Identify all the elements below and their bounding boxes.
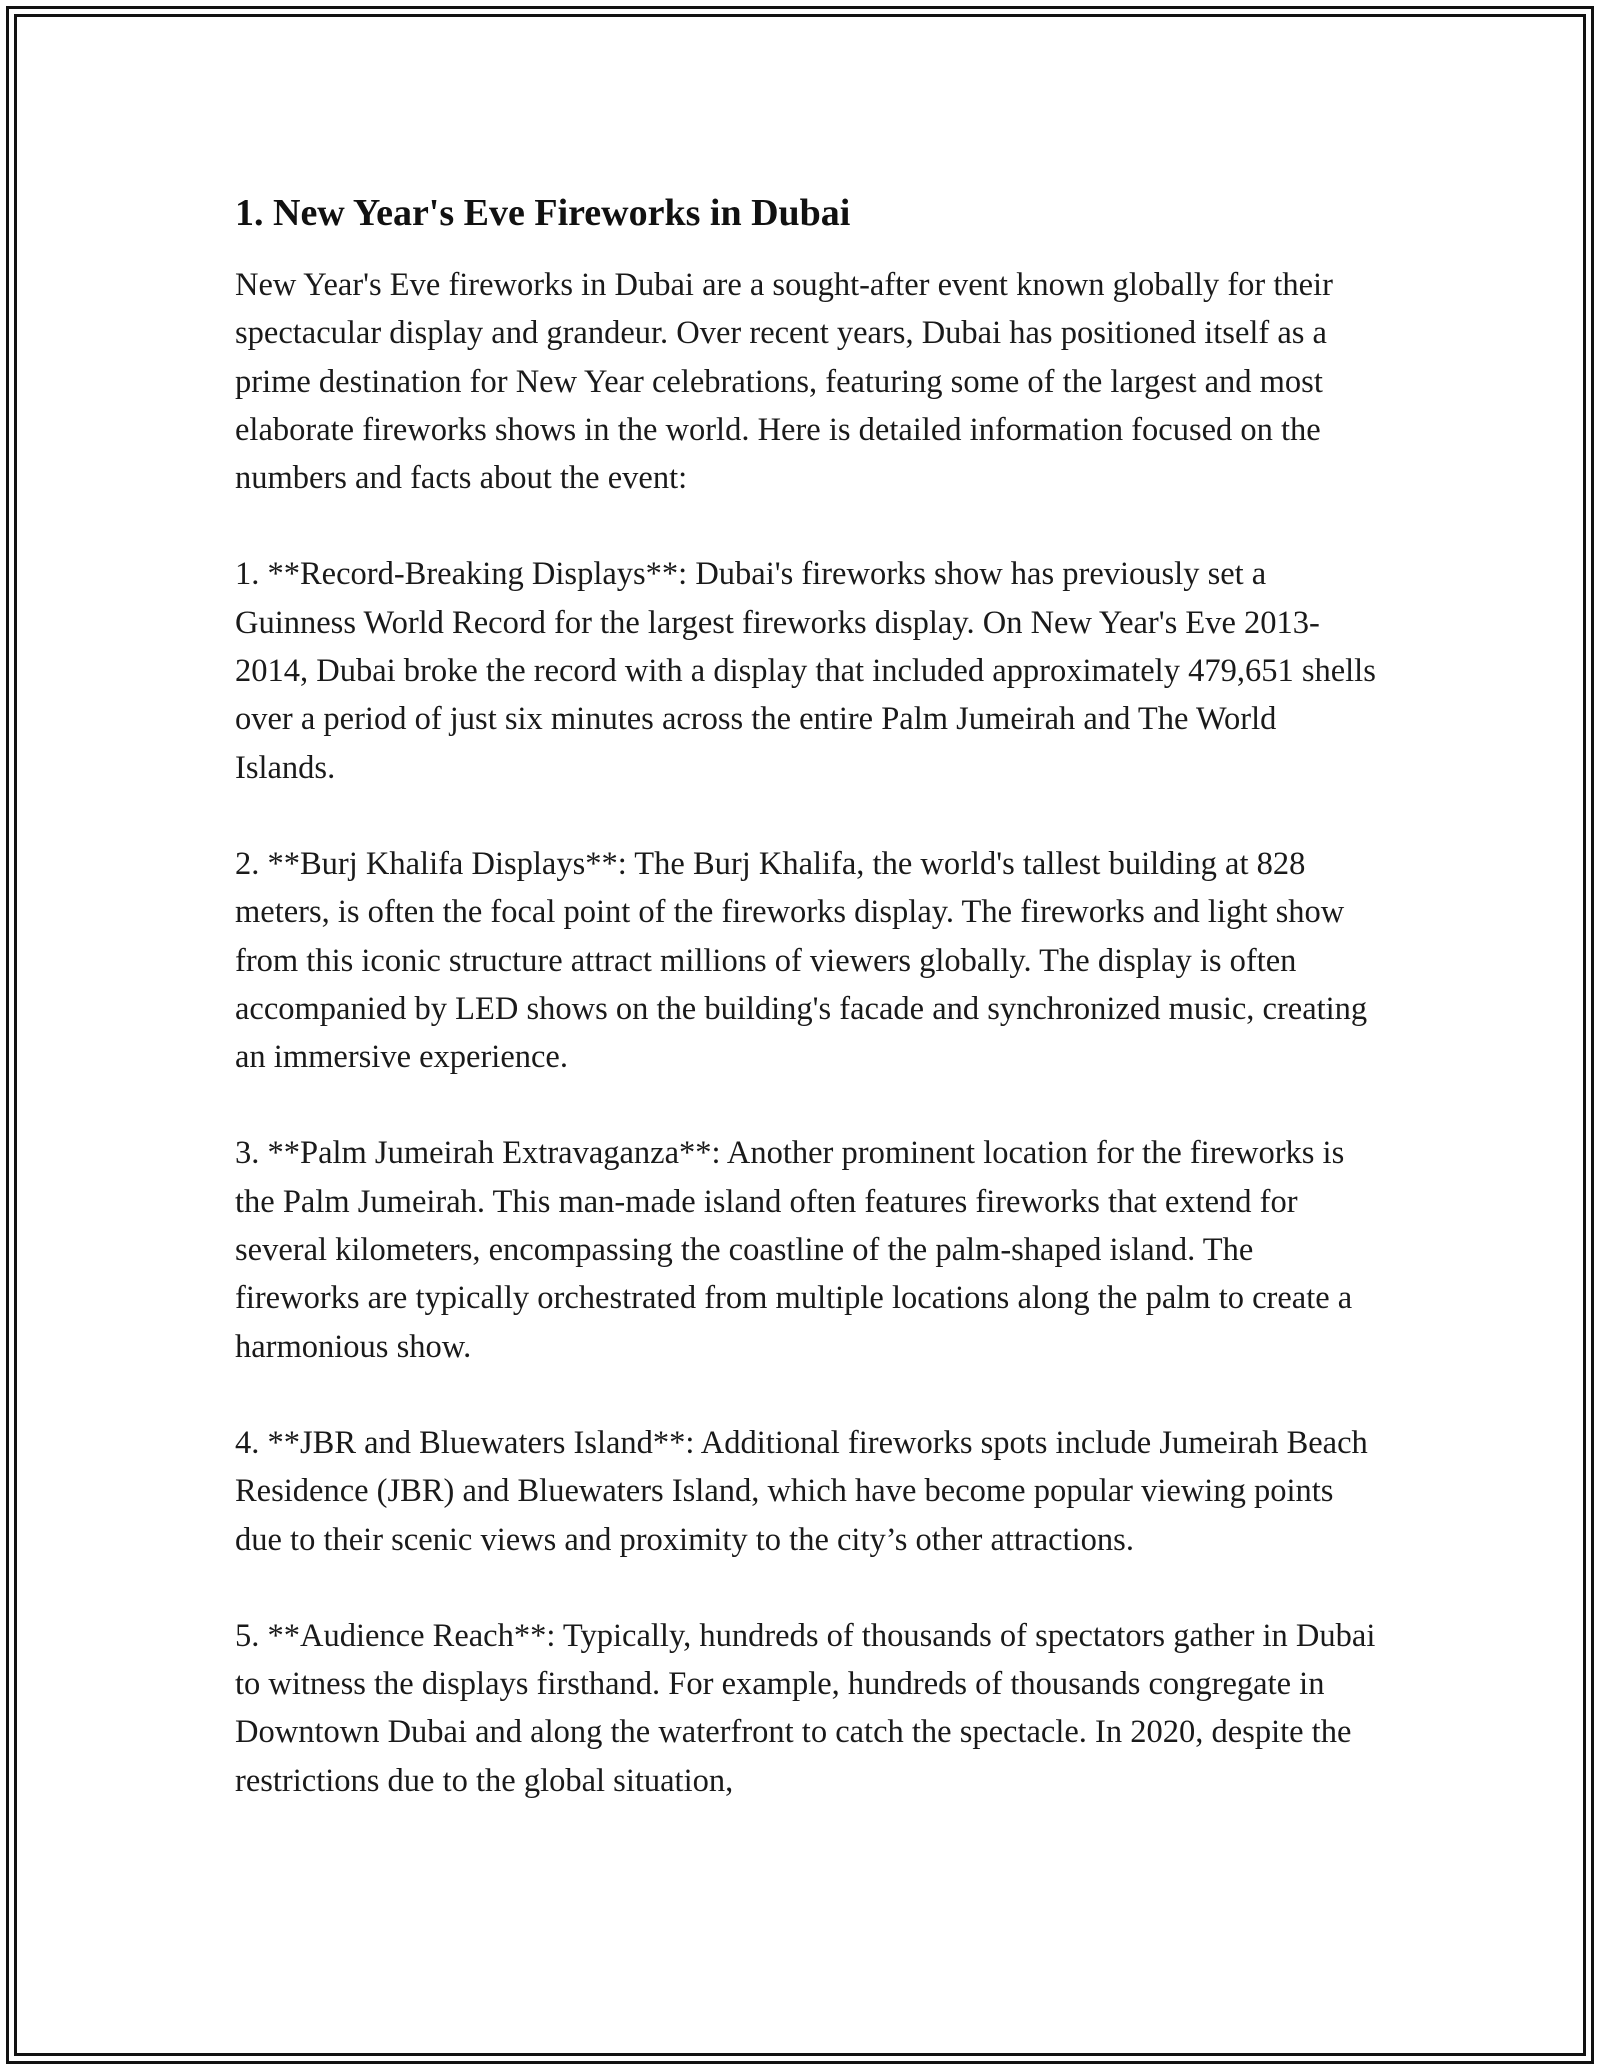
document-title: 1. New Year's Eve Fireworks in Dubai (235, 192, 851, 234)
list-item-audience-reach: 5. **Audience Reach**: Typically, hundreds of thousands of spectators gather in Dubai to witness the displays firsthand. For example, hundreds of thousands congregate in Downtown Dubai and along the waterfront to catch the spectacle. In 2020, despite the restrictions due to the global situation, (235, 1617, 1376, 1799)
document-body (235, 186, 1380, 1805)
list-item-record-breaking: 1. **Record-Breaking Displays**: Dubai's fireworks show has previously set a Guinness World Record for the largest fireworks display. On New Year's Eve 2013-2014, Dubai broke the record with a display that included approximately 479,651 shells over a period of just six minutes across the entire Palm Jumeirah and The World Islands. (235, 556, 1376, 786)
list-item-jbr-bluewaters: 4. **JBR and Bluewaters Island**: Additional fireworks spots include Jumeirah Beach Residence (JBR) and Bluewaters Island, which have become popular viewing points due to their scenic views and proximity to the city’s other attractions. (235, 1424, 1368, 1558)
list-item-burj-khalifa: 2. **Burj Khalifa Displays**: The Burj Khalifa, the world's tallest building at 828 meters, is often the focal point of the fireworks display. The fireworks and light show from this iconic structure attract millions of viewers globally. The display is often accompanied by LED shows on the building's facade and synchronized music, creating an immersive experience. (235, 845, 1368, 1076)
intro-paragraph: New Year's Eve fireworks in Dubai are a sought-after event known globally for their spectacular display and grandeur. Over recent years, Dubai has positioned itself as a prime destination for New Year celebrations, featuring some of the largest and most elaborate fireworks shows in the world. Here is detailed information focused on the numbers and facts about the event: (235, 267, 1333, 497)
list-item-palm-jumeirah: 3. **Palm Jumeirah Extravaganza**: Another prominent location for the fireworks is the Palm Jumeirah. This man-made island often features fireworks that extend for several kilometers, encompassing the coastline of the palm-shaped island. The fireworks are typically orchestrated from multiple locations along the palm to create a harmonious show. (235, 1135, 1353, 1365)
